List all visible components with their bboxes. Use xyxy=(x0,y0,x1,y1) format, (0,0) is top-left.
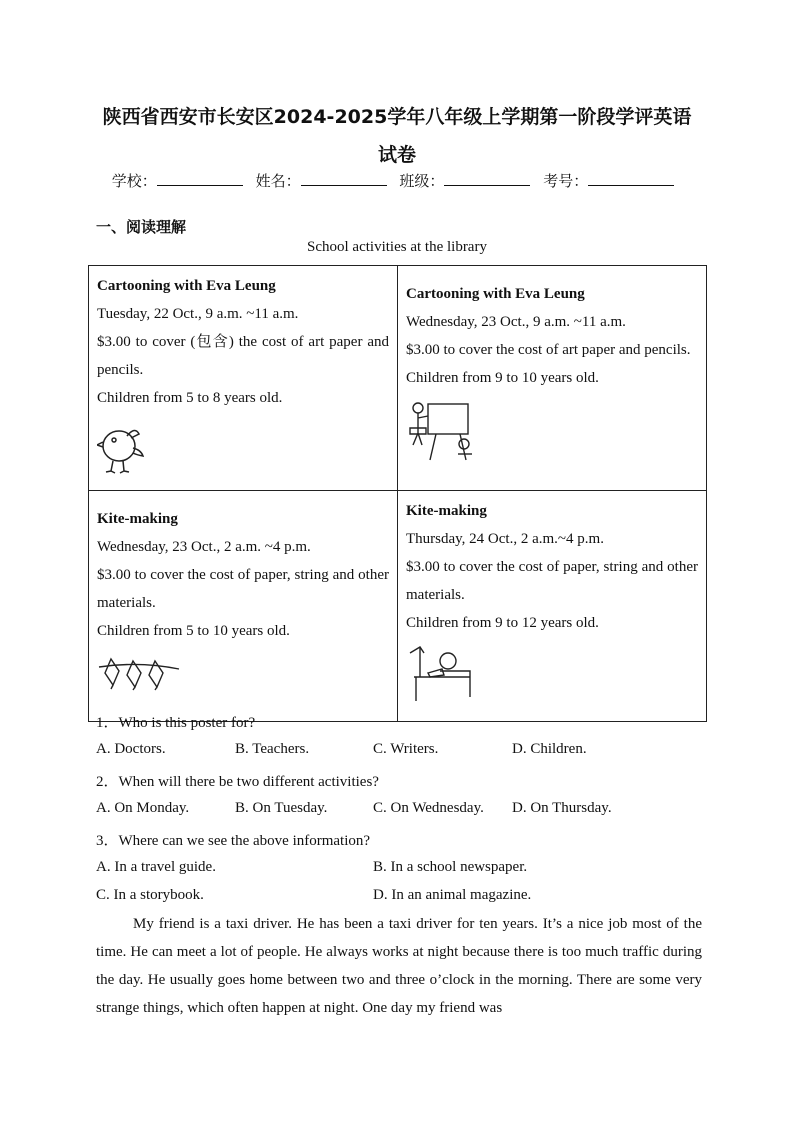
name-label: 姓名： xyxy=(255,172,301,190)
activity-ages: Children from 9 to 12 years old. xyxy=(406,615,599,631)
activity-ages: Children from 9 to 10 years old. xyxy=(406,370,599,386)
chick-drawing-icon xyxy=(97,418,389,484)
activity-cost: $3.00 to cover (包含) the cost of art paper and pencils. xyxy=(97,334,389,378)
kites-icon xyxy=(97,651,389,701)
activity-cost: $3.00 to cover the cost of paper, string and other materials. xyxy=(97,567,389,611)
child-at-desk-icon xyxy=(406,643,698,715)
class-blank[interactable] xyxy=(444,171,530,186)
option-d[interactable]: D. Children. xyxy=(512,741,587,757)
option-a[interactable]: A. On Monday. xyxy=(96,800,190,816)
option-c[interactable]: C. Writers. xyxy=(373,741,439,757)
question-stem: 3．Where can we see the above information? xyxy=(96,833,371,849)
school-blank[interactable] xyxy=(157,171,243,186)
activities-table xyxy=(88,265,707,722)
option-b[interactable]: B. Teachers. xyxy=(235,741,310,757)
student-info-row xyxy=(0,170,794,191)
option-c[interactable]: C. In a storybook. xyxy=(96,887,204,903)
activity-title: Kite-making xyxy=(97,511,178,527)
exam-title-line2: 试卷 xyxy=(377,144,416,166)
option-a[interactable]: A. Doctors. xyxy=(96,741,166,757)
activity-title: Cartooning with Eva Leung xyxy=(97,278,276,294)
activity-time: Tuesday, 22 Oct., 9 a.m. ~11 a.m. xyxy=(97,306,299,322)
activity-ages: Children from 5 to 10 years old. xyxy=(97,623,290,639)
reading-passage: My friend is a taxi driver. He has been a taxi driver for ten years. It’s a nice job most of the time. He can meet a lot of people. He always works at night because there is too much traffic during the day. He usually goes home between two and three o’clock in the morning. There are some very strange things, which often happen at night. One day my friend was xyxy=(96,916,702,1016)
option-b[interactable]: B. In a school newspaper. xyxy=(373,859,528,875)
activity-cell xyxy=(89,266,398,491)
question-stem: 2．When will there be two different activities? xyxy=(96,774,379,790)
exam-number-label: 考号： xyxy=(543,172,589,190)
name-blank[interactable] xyxy=(301,171,387,186)
activity-time: Wednesday, 23 Oct., 9 a.m. ~11 a.m. xyxy=(406,314,626,330)
exam-title xyxy=(0,98,794,174)
option-d[interactable]: D. On Thursday. xyxy=(512,800,612,816)
activity-time: Wednesday, 23 Oct., 2 a.m. ~4 p.m. xyxy=(97,539,311,555)
option-a[interactable]: A. In a travel guide. xyxy=(96,859,216,875)
school-label: 学校： xyxy=(111,172,157,190)
activity-cell xyxy=(89,491,398,722)
activity-title: Kite-making xyxy=(406,503,487,519)
question-stem: 1．Who is this poster for? xyxy=(96,715,256,731)
exam-number-blank[interactable] xyxy=(588,171,674,186)
activity-ages: Children from 5 to 8 years old. xyxy=(97,390,283,406)
activity-cell xyxy=(398,491,707,722)
option-d[interactable]: D. In an animal magazine. xyxy=(373,887,532,903)
class-label: 班级： xyxy=(399,172,445,190)
activity-cost: $3.00 to cover the cost of art paper and pencils. xyxy=(406,342,691,358)
activity-cell xyxy=(398,266,707,491)
activity-title: Cartooning with Eva Leung xyxy=(406,286,585,302)
exam-title-line1: 陕西省西安市长安区2024-2025学年八年级上学期第一阶段学评英语 xyxy=(102,106,692,128)
table-caption: School activities at the library xyxy=(307,239,487,255)
activity-cost: $3.00 to cover the cost of paper, string and other materials. xyxy=(406,559,698,603)
option-b[interactable]: B. On Tuesday. xyxy=(235,800,328,816)
section-title: 一、阅读理解 xyxy=(96,218,187,236)
option-c[interactable]: C. On Wednesday. xyxy=(373,800,484,816)
drawing-easel-icon xyxy=(406,398,698,472)
activity-time: Thursday, 24 Oct., 2 a.m.~4 p.m. xyxy=(406,531,604,547)
